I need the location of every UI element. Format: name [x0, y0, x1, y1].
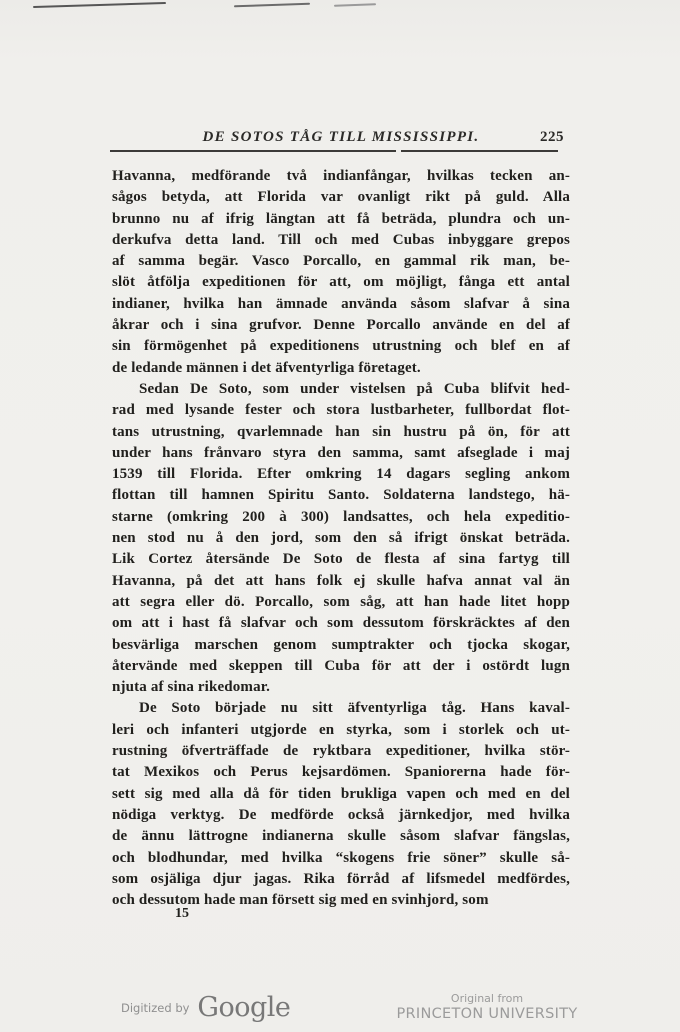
text-line: åkrar och i sina grufvor. Denne Porcallo använde en del af — [112, 317, 570, 334]
text-line: leri och infanteri utgjorde en styrka, som i storlek och ut- — [112, 721, 570, 738]
text-line: indianer, hvilka han ämnade använda såsom slafvar å sina — [112, 295, 570, 312]
text-line: nen stod nu å den jord, som den så ifrigt önskat beträda. — [112, 530, 570, 547]
text-line: brunno nu af ifrig längtan att få beträda, plundra och un- — [112, 210, 570, 227]
scan-artifact-line — [234, 3, 310, 8]
original-from-credit — [392, 992, 582, 1022]
header-rule — [110, 150, 558, 152]
header-rule-left — [110, 150, 396, 152]
chapter-title: DE SOTOS TÅG TILL MISSISSIPPI. — [202, 129, 480, 145]
text-line: tans utrustning, qvarlemnade han sin hustru på ön, för att — [112, 423, 570, 440]
text-line: och blodhundar, med hvilka “skogens frie söner” skulle så- — [112, 849, 570, 866]
text-line: om att i hast få slafvar och som dessutom förskräcktes af den — [112, 615, 570, 632]
text-line: derkufva detta land. Till och med Cubas inbyggare grepos — [112, 231, 570, 248]
text-line: slöt åtfölja expeditionen för att, om möjligt, fånga ett antal — [112, 274, 570, 291]
digitized-by-label: Digitized by — [121, 1000, 190, 1015]
text-line: af samma begär. Vasco Porcallo, en gammal rik man, be- — [112, 253, 570, 270]
text-line: sett sig med alla då för tiden brukliga vapen och med en del — [112, 785, 570, 802]
text-line: som osjäliga djur jagas. Rika förråd af lifsmedel medfördes, — [112, 870, 570, 887]
text-line: under hans frånvaro styra den samma, samt afseglade i maj — [112, 444, 570, 461]
text-line: Lik Cortez återsände De Soto de flesta af sina fartyg till — [112, 551, 570, 568]
scan-artifact-line — [334, 3, 376, 6]
text-line: flottan till hamnen Spiritu Santo. Soldaterna landstego, hä- — [112, 487, 570, 504]
text-line: njuta af sina rikedomar. — [112, 679, 271, 696]
text-line: starne (omkring 200 à 300) landsattes, och hela expeditio- — [112, 508, 570, 525]
header-rule-right — [401, 150, 558, 152]
page-number: 225 — [540, 129, 564, 145]
text-line: 1539 till Florida. Efter omkring 14 dagars segling ankom — [112, 466, 570, 483]
text-line: sin förmögenhet på expeditionens utrustning och blef en af — [112, 338, 570, 355]
text-line: tat Mexikos och Perus kejsardömen. Spaniorerna hade för- — [112, 764, 570, 781]
original-from-label: Original from — [450, 992, 524, 1005]
text-line: Sedan De Soto, som under vistelsen på Cuba blifvit hed- — [139, 380, 570, 397]
text-line: sågos betyda, att Florida var ovanligt rikt på guld. Alla — [112, 189, 570, 206]
body-text — [112, 166, 570, 911]
text-line: och dessutom hade man försett sig med en svinhjord, som — [112, 892, 489, 909]
text-line: Havanna, medförande två indianfångar, hvilkas tecken an- — [112, 168, 570, 184]
google-logo: Google — [197, 992, 291, 1023]
digitized-by-credit — [121, 994, 290, 1021]
text-line: rustning öfverträffade de ryktbara expeditioner, hvilka stör- — [112, 743, 570, 760]
text-line: att segra eller dö. Porcallo, som såg, att han hade litet hopp — [112, 593, 570, 610]
scan-artifact-line — [33, 2, 166, 8]
text-line: de ledande männen i det äfventyrliga företaget. — [112, 359, 421, 376]
text-line: nödiga verktyg. De medförde också järnkedjor, med hvilka — [112, 806, 570, 823]
institution-name: PRINCETON UNIVERSITY — [396, 1006, 578, 1022]
text-line: återvände med skeppen till Cuba för att der i ostördt lugn — [112, 657, 570, 674]
text-line: Havanna, på det att hans folk ej skulle hafva annat val än — [112, 572, 570, 589]
text-line: rad med lysande fester och stora lustbarheter, fullbordat flot- — [112, 402, 570, 419]
text-line: de ännu lättrogne indianerna skulle såsom slafvar fängslas, — [112, 828, 570, 845]
running-header — [112, 129, 570, 147]
text-line: De Soto började nu sitt äfventyrliga tåg. Hans kaval- — [139, 700, 570, 717]
signature-mark: 15 — [175, 906, 189, 921]
text-line: besvärliga marschen genom sumptrakter och tjocka skogar, — [112, 636, 570, 653]
